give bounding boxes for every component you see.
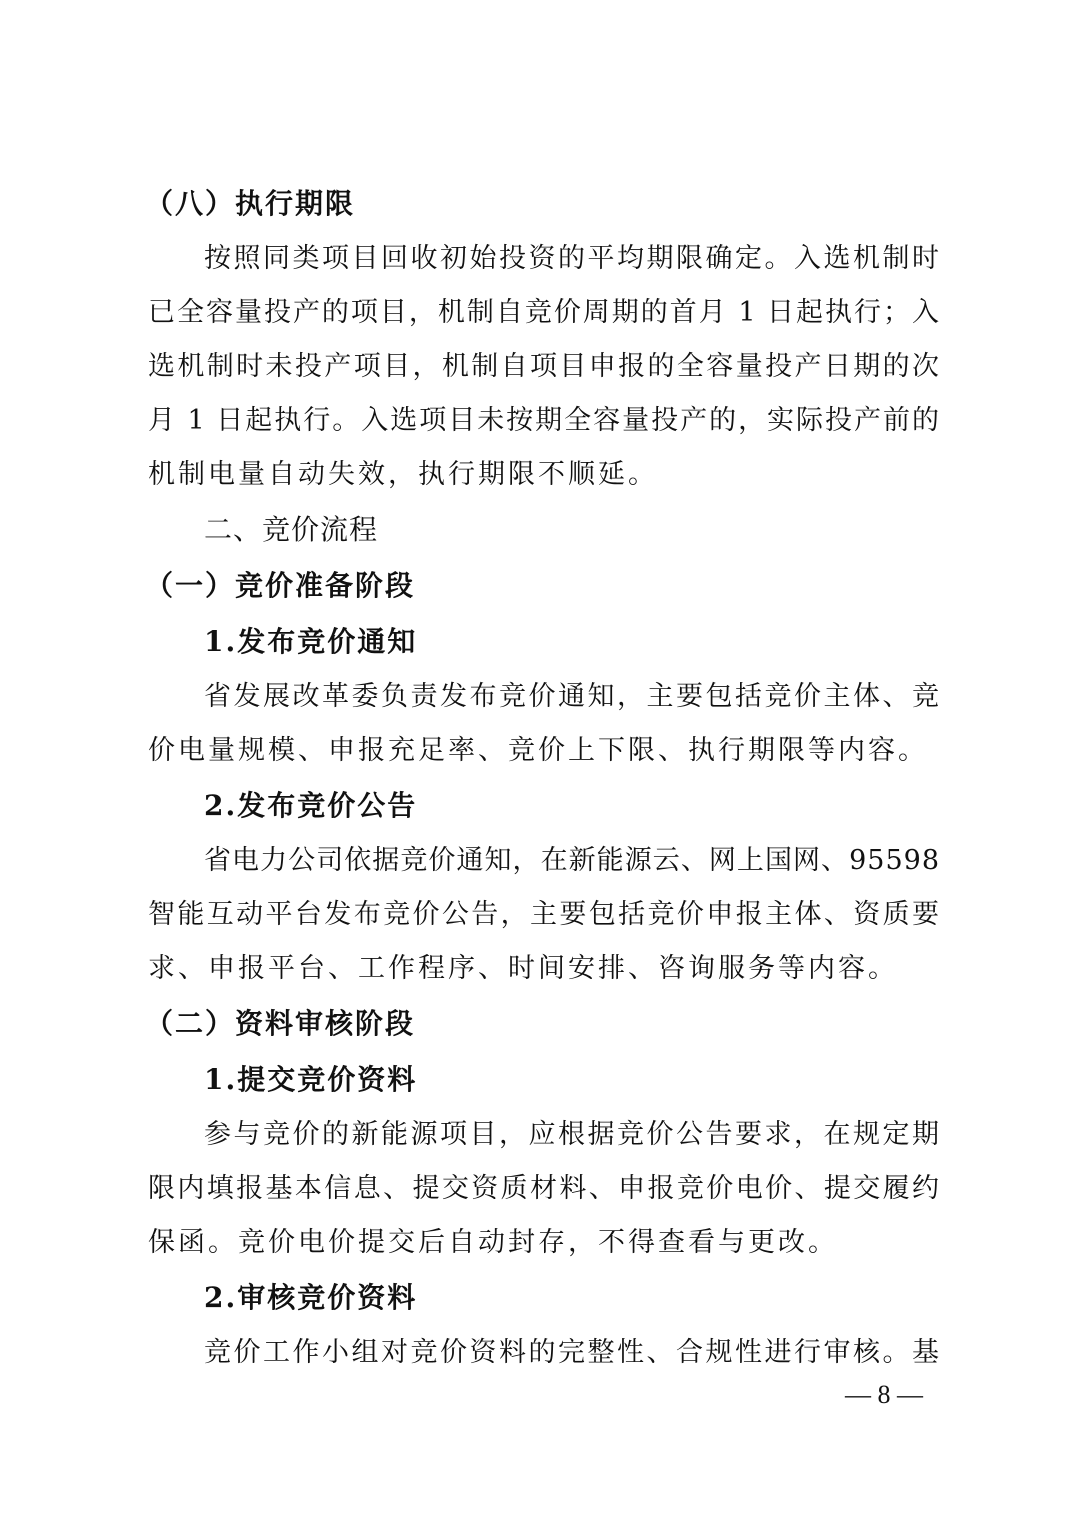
paragraph-line: 机制电量自动失效，执行期限不顺延。 <box>148 459 658 490</box>
paragraph-line: 省发展改革委负责发布竞价通知，主要包括竞价主体、竞 <box>204 681 940 712</box>
paragraph-line: 竞价工作小组对竞价资料的完整性、合规性进行审核。基 <box>204 1337 940 1368</box>
section-heading: （八）执行期限 <box>145 187 356 220</box>
paragraph <box>148 1108 940 1270</box>
paragraph-line: 选机制时未投产项目，机制自项目申报的全容量投产日期的次 <box>148 351 940 382</box>
section-heading: （二）资料审核阶段 <box>145 1007 416 1040</box>
section-heading: （一）竞价准备阶段 <box>145 569 416 602</box>
paragraph <box>148 834 940 996</box>
paragraph-line: 智能互动平台发布竞价公告，主要包括竞价申报主体、资质要 <box>148 899 940 930</box>
paragraph <box>148 232 940 502</box>
section-heading: 1.提交竞价资料 <box>204 1063 418 1096</box>
paragraph-line: 保函。竞价电价提交后自动封存，不得查看与更改。 <box>148 1227 838 1258</box>
paragraph <box>148 670 940 778</box>
document-body <box>145 176 940 1380</box>
paragraph-line: 已全容量投产的项目，机制自竞价周期的首月 1 日起执行；入 <box>148 297 940 328</box>
paragraph-line: 参与竞价的新能源项目，应根据竞价公告要求，在规定期 <box>204 1119 940 1150</box>
paragraph-line: 月 1 日起执行。入选项目未按期全容量投产的，实际投产前的 <box>148 405 940 436</box>
paragraph-line: 省电力公司依据竞价通知，在新能源云、网上国网、95598 <box>204 845 940 876</box>
section-heading: 1.发布竞价通知 <box>204 625 418 658</box>
section-heading: 2.审核竞价资料 <box>204 1281 418 1314</box>
paragraph-line: 限内填报基本信息、提交资质材料、申报竞价电价、提交履约 <box>148 1173 940 1204</box>
page-number: — 8 — <box>845 1380 923 1409</box>
section-heading: 2.发布竞价公告 <box>204 789 418 822</box>
paragraph-line: 求、申报平台、工作程序、时间安排、咨询服务等内容。 <box>148 953 898 984</box>
section-heading: 二、竞价流程 <box>204 513 379 546</box>
paragraph-line: 按照同类项目回收初始投资的平均期限确定。入选机制时 <box>204 243 940 274</box>
paragraph <box>148 1326 940 1380</box>
paragraph-line: 价电量规模、申报充足率、竞价上下限、执行期限等内容。 <box>148 735 928 766</box>
